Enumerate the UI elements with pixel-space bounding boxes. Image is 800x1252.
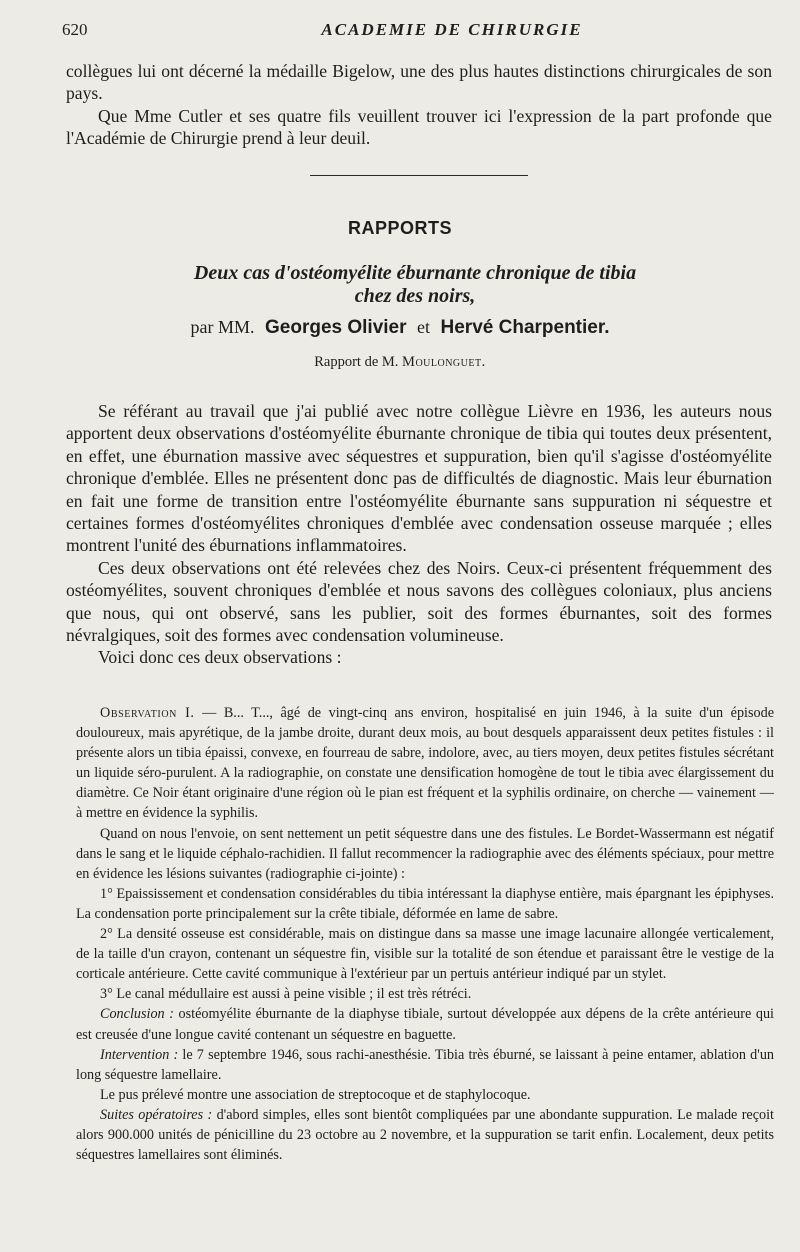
conclusion-text: ostéomyélite éburnante de la diaphyse tibiale, surtout développée aux dépens de la crête antérieure qui est creusée d'une longue cavité contenant un séquestre en baguette. bbox=[76, 1006, 774, 1043]
conclusion bbox=[76, 1004, 774, 1044]
observation-label: Observation I. bbox=[100, 705, 195, 721]
continuation-paragraph-1: collègues lui ont décerné la médaille Bigelow, une des plus hautes distinctions chirurgicales de son pays. bbox=[66, 61, 772, 104]
finding-3: 3° Le canal médullaire est aussi à peine visible ; il est très rétréci. bbox=[100, 986, 472, 1003]
postoperative-label: Suites opératoires : bbox=[100, 1106, 213, 1123]
byline-prefix: par MM. bbox=[190, 317, 255, 337]
running-title: ACADEMIE DE CHIRURGIE bbox=[321, 20, 583, 39]
intervention-text: le 7 septembre 1946, sous rachi-anesthésie. Tibia très éburné, se laissant à peine entamer, ablation d'un long séquestre lamellaire. bbox=[76, 1046, 775, 1083]
page-header bbox=[62, 20, 760, 46]
intervention-label: Intervention : bbox=[100, 1046, 179, 1063]
section-divider bbox=[310, 175, 528, 176]
report-author: Moulonguet. bbox=[402, 354, 486, 370]
finding-2: 2° La densité osseuse est considérable, mais on distingue dans sa masse une image lacunaire allongée verticalement, de la taille d'un crayon, contenant un séquestre fin, visible sur la totalité de son étendue et paraissant être le vestige de la corticale antérieure. Cette cavité communique à l'extérieur par un pertuis antérieur indiqué par un stylet. bbox=[76, 926, 774, 983]
postoperative-text: d'abord simples, elles sont bientôt compliquées par une abondante suppuration. Le malade reçoit alors 900.000 unités de pénicilline du 23 octobre au 2 novembre, et la suppuration se tarit enfin. Localement, deux petits séquestres lamellaires sont éliminés. bbox=[76, 1106, 774, 1164]
article-title bbox=[60, 262, 770, 308]
pus-finding: Le pus prélevé montre une association de streptocoque et de staphylocoque. bbox=[100, 1086, 531, 1103]
body-paragraph-2: Ces deux observations ont été relevées chez des Noirs. Ceux-ci présentent fréquemment des ostéomyélites, souvent chroniques d'emblée et nous savons des collègues coloniaux, plus anciens que nous, qui ont observé, sans les publier, soit des formes éburnantes, soit des formes névralgiques, soit des formes avec condensation volumineuse. bbox=[66, 557, 772, 646]
postoperative bbox=[76, 1105, 774, 1165]
continuation-paragraph-2: Que Mme Cutler et ses quatre fils veuillent trouver ici l'expression de la part profonde que l'Académie de Chirurgie prend à leur deuil. bbox=[66, 105, 772, 149]
body-paragraph-1: Se référant au travail que j'ai publié avec notre collègue Lièvre en 1936, les auteurs nous apportent deux observations d'ostéomyélite éburnante chronique de tibia qui toutes deux présentent, en effet, une éburnation massive avec séquestres et suppuration, bien qu'il s'agisse d'ostéomyélite chronique d'emblée. Elles ne présentent donc pas de difficultés de diagnostic. Mais leur éburnation en fait une forme de transition entre l'ostéomyélite éburnante sans suppuration ni séquestre et certaines formes d'ostéomyélites chroniques d'emblée avec condensation osseuse marquée ; elles montrent l'unité des éburnations inflammatoires. bbox=[66, 401, 772, 556]
continuation-text bbox=[66, 60, 772, 150]
finding-1: 1° Epaississement et condensation considérables du tibia intéressant la diaphyse entière, mais épargnant les épiphyses. La condensation porte principalement sur la crête tibiale, déformée en lame de sabre. bbox=[76, 885, 774, 922]
body-paragraph-3: Voici donc ces deux observations : bbox=[98, 647, 342, 668]
page-number: 620 bbox=[62, 20, 88, 39]
article-title-line-1: Deux cas d'ostéomyélite éburnante chronique de tibia bbox=[193, 262, 637, 284]
byline-conjunction: et bbox=[417, 317, 431, 337]
article-title-line-2: chez des noirs, bbox=[354, 285, 476, 307]
report-line bbox=[0, 354, 800, 371]
intervention bbox=[76, 1045, 774, 1085]
report-body bbox=[66, 400, 772, 669]
observation-paragraph-2: Quand on nous l'envoie, on sent nettement un petit séquestre dans une des fistules. Le Bordet-Wassermann est négatif dans le sang et le liquide céphalo-rachidien. Il fallut recommencer la radiographie avec des éléments spéciaux, pour mettre en évidence les lésions suivantes (radiographie ci-jointe) : bbox=[76, 825, 774, 882]
author-2: Hervé Charpentier. bbox=[440, 317, 610, 338]
observation-intro-text: — B... T..., âgé de vingt-cinq ans environ, hospitalisé en juin 1946, à la suite d'un épisode douloureux, mais apyrétique, de la jambe droite, durant deux mois, au bout desquels apparaissent deux petites fistules : il présente alors un tibia épaissi, convexe, en fourreau de sabre, indolore, avec, au tiers moyen, deux petites fistules sécrétant un liquide séro-purulent. A la radiographie, on constate une densification homogène de tout le tibia avec élargissement du diamètre. Ce Noir étant originaire d'une région où le pian est fréquent et la syphilis ordinaire, on cherche — vainement — à mettre en évidence la syphilis. bbox=[76, 705, 775, 822]
report-prefix: Rapport de M. bbox=[314, 354, 399, 370]
conclusion-label: Conclusion : bbox=[100, 1006, 174, 1023]
author-1: Georges Olivier bbox=[265, 317, 407, 338]
byline bbox=[0, 317, 800, 339]
section-title: RAPPORTS bbox=[347, 218, 452, 238]
observation-block bbox=[76, 703, 774, 1165]
observation-intro bbox=[76, 703, 774, 824]
